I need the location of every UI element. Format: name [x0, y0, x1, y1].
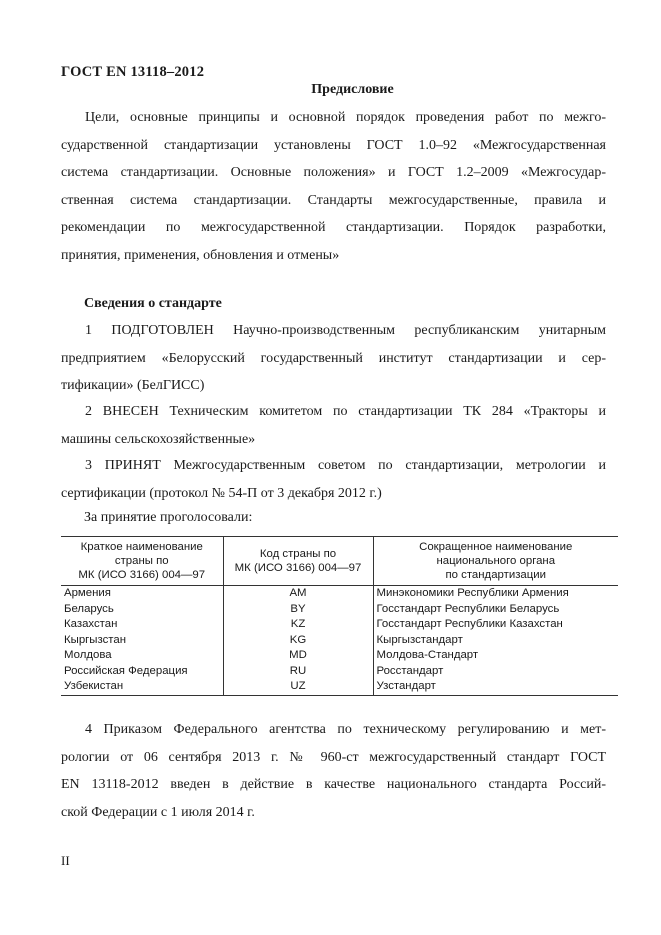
- body-cell: Кыргызстандарт: [376, 633, 463, 646]
- body-cell: Узстандарт: [373, 679, 618, 695]
- code-cell: UZ: [223, 679, 373, 695]
- code-cell: AM: [223, 586, 373, 602]
- text-line: тификации» (БелГИСС): [61, 378, 205, 393]
- info-item-2: [61, 398, 606, 453]
- standard-info-title: Сведения о стандарте: [84, 296, 222, 311]
- header-line: Код страны по: [259, 548, 337, 560]
- voted-label: За принятие проголосовали:: [84, 510, 253, 525]
- text-line: EN 13118-2012 введен в действие в качестве национального стандарта Россий-: [61, 777, 606, 792]
- table-row: [61, 664, 618, 680]
- text-line: 2 ВНЕСЕН Техническим комитетом по стандартизации ТК 284 «Тракторы и: [85, 404, 606, 419]
- header-line: Сокращенное наименование: [419, 541, 573, 553]
- header-line: МК (ИСО 3166) 004—97: [78, 569, 206, 581]
- text-line: машины сельскохозяйственные»: [61, 431, 256, 447]
- body-cell: Молдова-Стандарт: [376, 649, 479, 661]
- text-line: 1 ПОДГОТОВЛЕН Научно-производственным республиканским унитарным: [85, 323, 606, 338]
- header-country-code: [223, 537, 373, 586]
- code-cell: KZ: [223, 617, 373, 633]
- info-item-3: [61, 452, 606, 507]
- code-cell: BY: [223, 602, 373, 618]
- table-row: [61, 602, 618, 618]
- text-line: ственная система стандартизации. Стандарты межгосударственные, правила и: [61, 192, 606, 208]
- header-line: по стандартизации: [445, 569, 547, 581]
- text-line: 3 ПРИНЯТ Межгосударственным советом по стандартизации, метрологии и: [85, 458, 606, 473]
- header-line: Краткое наименование: [80, 541, 203, 553]
- text-line: система стандартизации. Основные положения» и ГОСТ 1.2–2009 «Межгосудар-: [61, 165, 606, 180]
- table-row: [61, 633, 618, 649]
- text-line: Цели, основные принципы и основной порядок проведения работ по межго-: [85, 110, 606, 125]
- code-cell: RU: [223, 664, 373, 680]
- table-row: [61, 679, 618, 695]
- text-line: сударственной стандартизации установлены ГОСТ 1.0–92 «Межгосударственная: [61, 137, 606, 153]
- text-line: рологии от 06 сентября 2013 г. № 960-ст межгосударственный стандарт ГОСТ: [61, 749, 606, 765]
- header-country: [61, 537, 223, 586]
- header-line: страны по: [114, 555, 169, 567]
- text-line: сертификации (протокол № 54-П от 3 декабря 2012 г.): [61, 485, 382, 501]
- country-cell: Казахстан: [64, 618, 118, 630]
- table-row: [61, 617, 618, 633]
- table-header-row: [61, 537, 618, 586]
- header-line: МК (ИСО 3166) 004—97: [234, 562, 362, 574]
- text-line: рекомендации по межгосударственной стандартизации. Порядок разработки,: [61, 220, 606, 235]
- foreword-title: Предисловие: [311, 82, 394, 97]
- country-cell: Российская Федерация: [64, 664, 188, 677]
- info-item-1: [61, 317, 606, 400]
- header-line: национального органа: [436, 555, 556, 567]
- voting-table: [61, 536, 618, 696]
- text-line: ской Федерации с 1 июля 2014 г.: [61, 804, 255, 820]
- standard-code: ГОСТ EN 13118–2012: [61, 64, 205, 80]
- body-cell: Росстандарт: [376, 664, 444, 677]
- text-line: предприятием «Белорусский государственный институт стандартизации и сер-: [61, 350, 606, 366]
- country-cell: Беларусь: [64, 602, 114, 615]
- country-cell: Кыргызстан: [64, 633, 127, 646]
- item-4-paragraph: [61, 716, 606, 826]
- code-cell: MD: [223, 648, 373, 664]
- text-line: 4 Приказом Федерального агентства по техническому регулированию и мет-: [85, 722, 606, 737]
- body-cell: Минэкономики Республики Армения: [376, 587, 569, 599]
- country-cell: Узбекистан: [61, 679, 223, 695]
- body-cell: Госстандарт Республики Казахстан: [376, 618, 563, 630]
- table-row: [61, 586, 618, 602]
- country-cell: Армения: [64, 587, 111, 599]
- table-row: [61, 648, 618, 664]
- foreword-paragraph: [61, 104, 606, 269]
- code-cell: KG: [223, 633, 373, 649]
- body-cell: Госстандарт Республики Беларусь: [376, 602, 560, 615]
- text-line: принятия, применения, обновления и отмены»: [61, 247, 340, 263]
- header-standards-body: [373, 537, 618, 586]
- page-number: II: [61, 853, 70, 868]
- country-cell: Молдова: [64, 649, 112, 661]
